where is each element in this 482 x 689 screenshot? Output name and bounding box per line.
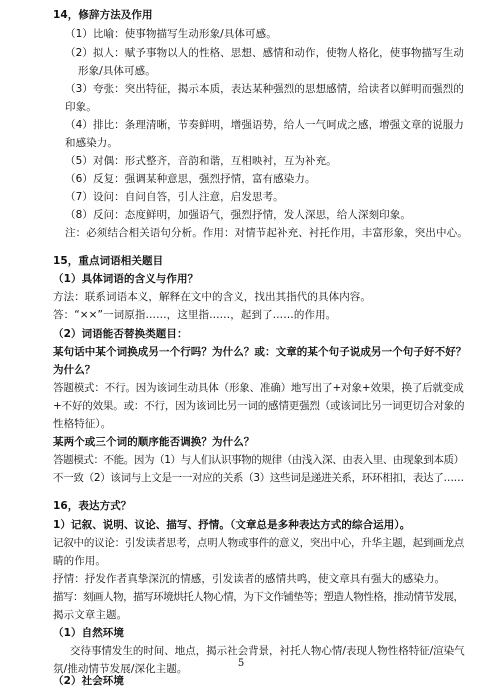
- natural-environment-line1: 交待事情发生的时间、地点，揭示社会背景，衬托人物心情/表现人物性格特征/渲染气: [70, 645, 465, 657]
- narration-argument-line1: 记叙中的议论：引发读者思考，点明人物或事件的意义，突出中心，升华主题，起到画龙点: [53, 537, 464, 549]
- rhetoric-parallelism: （4）排比：条理清晰，节奏鲜明，增强语势，给人一气呵成之感，增强文章的说服力: [65, 119, 464, 131]
- description-line2: 揭示文章主题。: [53, 609, 128, 621]
- rhetoric-hyperbole-cont: 印象。: [65, 101, 97, 113]
- natural-environment-line2: 氛/推动情节发展/深化主题。: [53, 663, 188, 675]
- section-14-title: 14，修辞方法及作用: [53, 9, 153, 21]
- question-replace-line2: 为什么？: [53, 364, 96, 376]
- rhetoric-repetition: （6）反复：强调某种意思，强烈抒情，富有感染力。: [65, 173, 316, 185]
- section-16-title: 16，表达方式？: [53, 500, 132, 512]
- method-text: 方法：联系词语本义，解释在文中的含义，找出其指代的具体内容。: [53, 291, 371, 303]
- answer-mode-1-line3: 性格特征）。: [53, 418, 112, 430]
- answer-template: 答：“××”一词原指……，这里指……，起到了……的作用。: [53, 309, 337, 321]
- description-line1: 描写：刻画人物，描写环境烘托人物心情，为下文作铺垫等；塑造人物性格，推动情节发展，: [53, 591, 464, 603]
- section-15-title: 15，重点词语相关题目: [53, 255, 164, 267]
- subheading-replacement: （2）词语能否替换类题目：: [53, 328, 188, 340]
- rhetoric-hypophora: （7）设问：自问自答，引人注意，启发思考。: [65, 191, 284, 203]
- rhetoric-hyperbole: （3）夸张：突出特征，揭示本质，表达某种强烈的思想感情，给读者以鲜明而强烈的: [65, 83, 464, 95]
- question-order: 某两个或三个词的顺序能否调换？为什么？: [53, 436, 255, 448]
- rhetoric-parallelism-cont: 和感染力。: [65, 137, 118, 149]
- answer-mode-2-line2: 不一致（2）该词与上文是一一对应的关系（3）这些词是递进关系，环环相扣，表达了……: [53, 472, 464, 484]
- subheading-natural-environment: （1）自然环境: [53, 627, 125, 639]
- rhetoric-rhetorical-question: （8）反问：态度鲜明，加强语气，强烈抒情，发人深思，给人深刻印象。: [65, 209, 411, 221]
- answer-mode-2-line1: 答题模式：不能。因为（1）与人们认识事物的规律（由浅入深、由表入里、由现象到本质）: [53, 454, 464, 466]
- rhetoric-metaphor: （1）比喻：使事物描写生动形象/具体可感。: [65, 28, 277, 40]
- answer-mode-1-line2: +不好的效果。或：不行，因为该词比另一词的感情更强烈（或该词比另一词更切合对象的: [53, 400, 465, 412]
- rhetoric-personification-cont: 形象/具体可感。: [78, 65, 156, 77]
- narration-argument-line2: 睛的作用。: [53, 555, 106, 567]
- rhetoric-antithesis: （5）对偶：形式整齐，音韵和谐，互相映衬，互为补充。: [65, 155, 337, 167]
- subheading-word-meaning: （1）具体词语的含义与作用？: [53, 273, 199, 285]
- rhetoric-personification: （2）拟人：赋予事物以人的性格、思想、感情和动作，使物人格化，使事物描写生动: [65, 47, 464, 59]
- question-replace-line1: 某句话中某个词换成另一个行吗？为什么？或：文章的某个句子说成另一个句子好不好？: [53, 346, 467, 358]
- page-number: 5: [237, 658, 245, 669]
- lyricism-text: 抒情：抒发作者真挚深沉的情感，引发读者的感情共鸣，使文章具有强大的感染力。: [53, 573, 446, 585]
- subheading-social-environment: （2）社会环境: [53, 675, 125, 687]
- answer-mode-1-line1: 答题模式：不行。因为该词生动具体（形象、准确）地写出了+对象+效果，换了后就变成: [53, 382, 464, 394]
- expression-types: 1）记叙、说明、议论、描写、抒情。（文章总是多种表达方式的综合运用）。: [53, 519, 411, 531]
- section-14-note: 注：必须结合相关语句分析。作用：对情节起补充、衬托作用，丰富形象，突出中心。: [65, 227, 468, 239]
